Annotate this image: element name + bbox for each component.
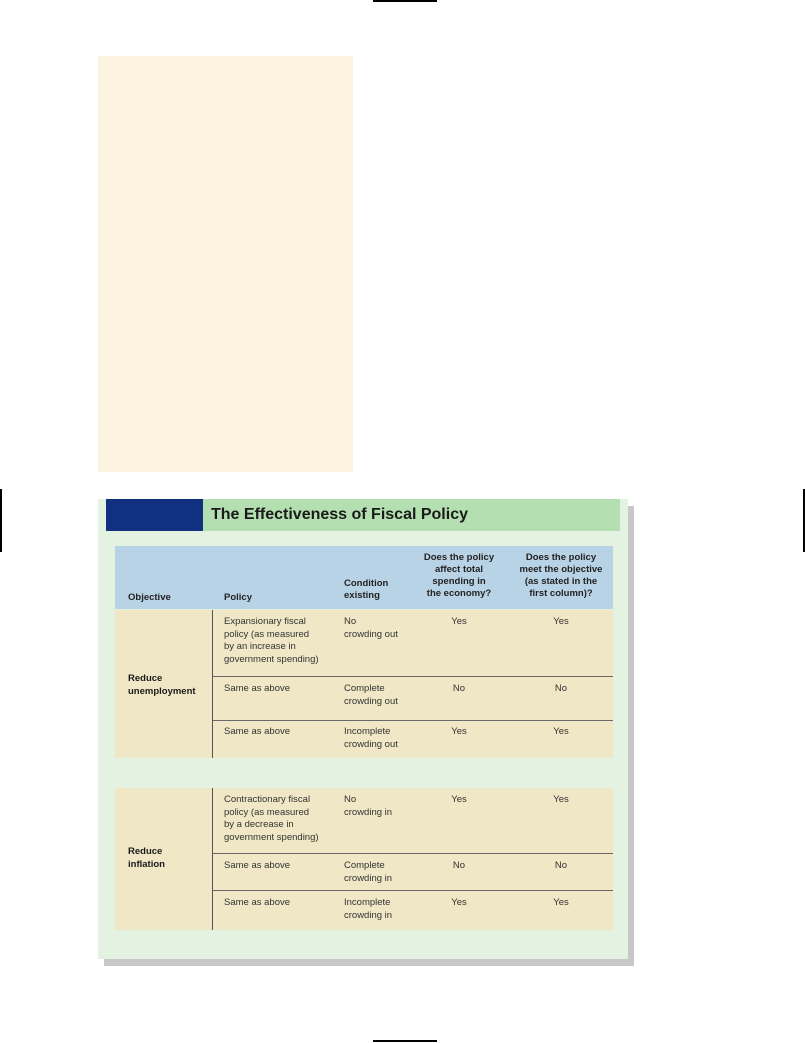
cell-affects: Yes — [451, 794, 467, 805]
cell-meets: Yes — [553, 794, 569, 805]
sidebar-box — [98, 56, 353, 472]
cell-meets: Yes — [553, 616, 569, 627]
objective-label: inflation — [128, 859, 165, 870]
header-objective: Objective — [128, 592, 171, 603]
cell-meets: Yes — [553, 897, 569, 908]
cell-condition: Complete crowding in — [344, 860, 393, 884]
crop-mark-top — [373, 0, 437, 2]
cell-affects: Yes — [451, 897, 467, 908]
cell-policy: Same as above — [224, 726, 291, 737]
cell-meets: Yes — [553, 726, 569, 737]
cell-policy: Expansionary fiscal policy (as measured by an increase in government spending) — [224, 616, 319, 665]
cell-affects: No — [452, 860, 466, 871]
cell-condition: Incomplete crowding in — [344, 897, 393, 921]
objective-label-partial: Reduce — [128, 846, 163, 857]
row-divider — [213, 676, 613, 677]
header-condition: Condition existing — [344, 578, 389, 601]
table-title: The Effectiveness of Fiscal Policy — [211, 506, 468, 523]
header-affects-spending: Does the policy affect total spending in the economy? — [423, 552, 495, 599]
cell-policy: Same as above — [224, 860, 291, 871]
column-divider — [212, 610, 213, 758]
header-policy: Policy — [224, 592, 252, 603]
cell-meets: No — [554, 860, 568, 871]
cell-condition: No crowding in — [344, 794, 393, 818]
cell-policy: Contractionary fiscal policy (as measured by a decrease in government spending) — [224, 794, 319, 843]
cell-condition: Complete crowding out — [344, 683, 398, 707]
cell-policy: Same as above — [224, 683, 291, 694]
objective-label-partial: Reduce — [128, 673, 163, 684]
crop-mark-bottom — [373, 1040, 437, 1042]
row-divider — [213, 720, 613, 721]
title-color-block — [106, 499, 203, 531]
cell-affects: Yes — [451, 616, 467, 627]
objective-label: unemployment — [128, 686, 196, 697]
cell-meets: No — [554, 683, 568, 694]
header-meets-objective: Does the policy meet the objective (as stated in the first column)? — [519, 552, 603, 599]
cell-condition: No crowding out — [344, 616, 398, 640]
cell-condition: Incomplete crowding out — [344, 726, 398, 750]
crop-mark-left — [0, 489, 2, 552]
cell-affects: No — [452, 683, 466, 694]
column-divider — [212, 788, 213, 930]
row-divider — [213, 853, 613, 854]
row-divider — [213, 890, 613, 891]
cell-policy: Same as above — [224, 897, 291, 908]
cell-affects: Yes — [451, 726, 467, 737]
